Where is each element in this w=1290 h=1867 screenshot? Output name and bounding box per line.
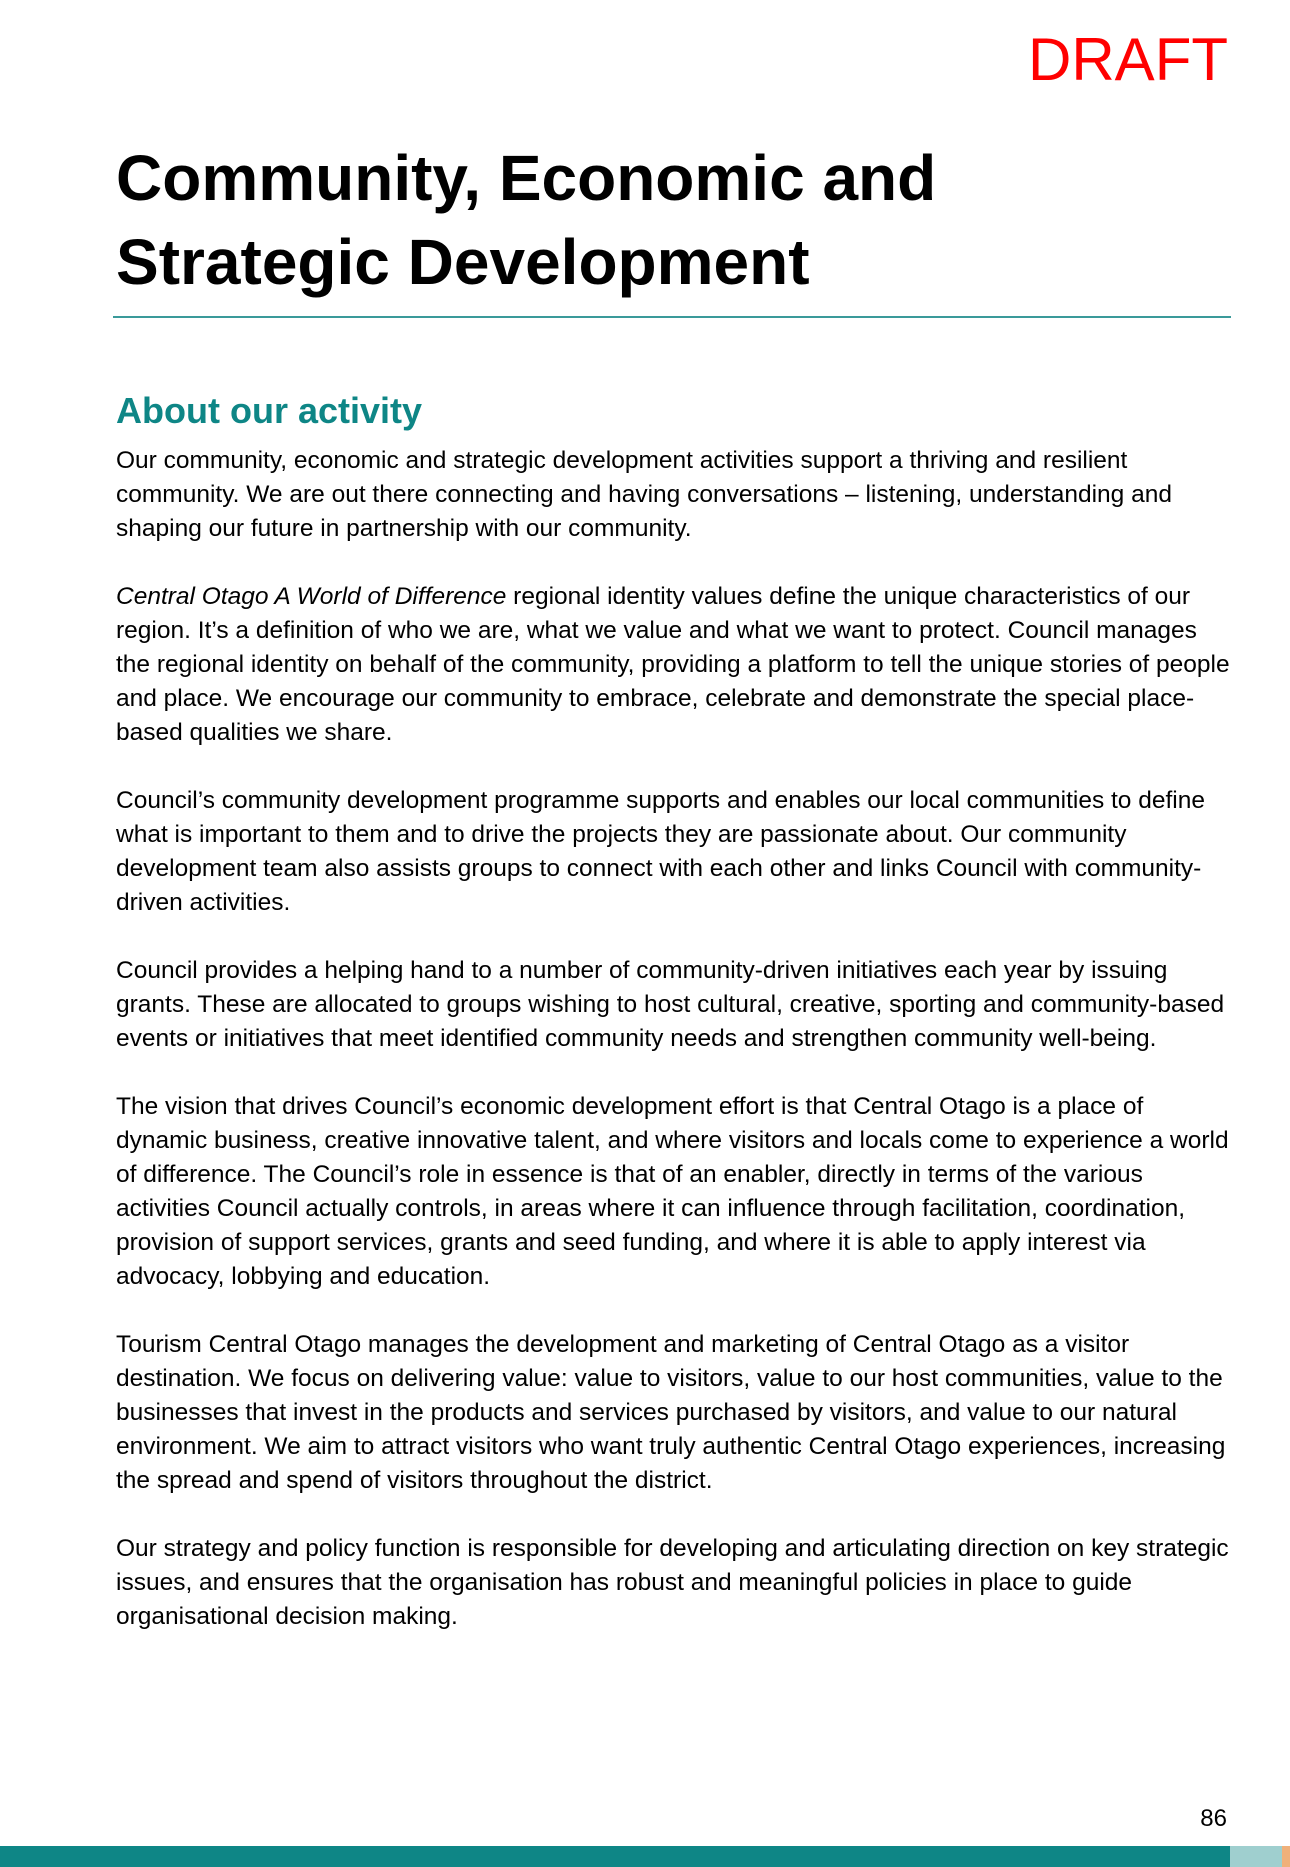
paragraph-intro: Our community, economic and strategic development activities support a thriving and resilient community. We are out there connecting and having conversations – listening, understanding and shaping our future in partnership with our community.	[116, 447, 1172, 542]
page-number: 86	[1200, 1805, 1227, 1832]
page-title	[116, 136, 1216, 304]
page-title-line-2: Strategic Development	[116, 226, 810, 298]
draft-watermark: DRAFT	[1028, 26, 1228, 93]
body-text	[116, 444, 1236, 1668]
title-divider	[113, 316, 1231, 318]
footer-bar-light	[1230, 1846, 1282, 1867]
section-heading: About our activity	[116, 390, 423, 431]
regional-identity-name: Central Otago A World of Difference	[116, 583, 507, 610]
paragraph-community-development: Council’s community development programme supports and enables our local communities to define what is important to them and to drive the projects they are passionate about. Our community development team also assists groups to connect with each other and links Council with community-driven activities.	[116, 787, 1205, 916]
regional-identity-text: regional identity values define the unique characteristics of our region. It’s a definition of who we are, what we value and what we want to protect. Council manages the regional identity on behalf of the community, providing a platform to tell the unique stories of people and place. We encourage our community to embrace, celebrate and demonstrate the special place-based qualities we share.	[116, 583, 1230, 746]
paragraph-tourism: Tourism Central Otago manages the development and marketing of Central Otago as a visitor destination. We focus on delivering value: value to visitors, value to our host communities, value to the businesses that invest in the products and services purchased by visitors, and value to our natural environment. We aim to attract visitors who want truly authentic Central Otago experiences, increasing the spread and spend of visitors throughout the district.	[116, 1331, 1226, 1494]
paragraph-regional-identity	[116, 580, 1236, 750]
paragraph-grants: Council provides a helping hand to a number of community-driven initiatives each year by issuing grants. These are allocated to groups wishing to host cultural, creative, sporting and community-based events or initiatives that meet identified community needs and strengthen community well-being.	[116, 957, 1225, 1052]
paragraph-strategy-policy: Our strategy and policy function is responsible for developing and articulating direction on key strategic issues, and ensures that the organisation has robust and meaningful policies in place to guide organisational decision making.	[116, 1535, 1229, 1630]
footer-bar-orange	[1282, 1846, 1290, 1867]
footer-bar-teal	[0, 1846, 1230, 1867]
paragraph-economic-development: The vision that drives Council’s economic development effort is that Central Otago is a place of dynamic business, creative innovative talent, and where visitors and locals come to experience a world of difference. The Council’s role in essence is that of an enabler, directly in terms of the various activities Council actually controls, in areas where it can influence through facilitation, coordination, provision of support services, grants and seed funding, and where it is able to apply interest via advocacy, lobbying and education.	[116, 1093, 1229, 1290]
page-title-line-1: Community, Economic and	[116, 142, 937, 214]
footer-bar	[0, 1846, 1290, 1867]
